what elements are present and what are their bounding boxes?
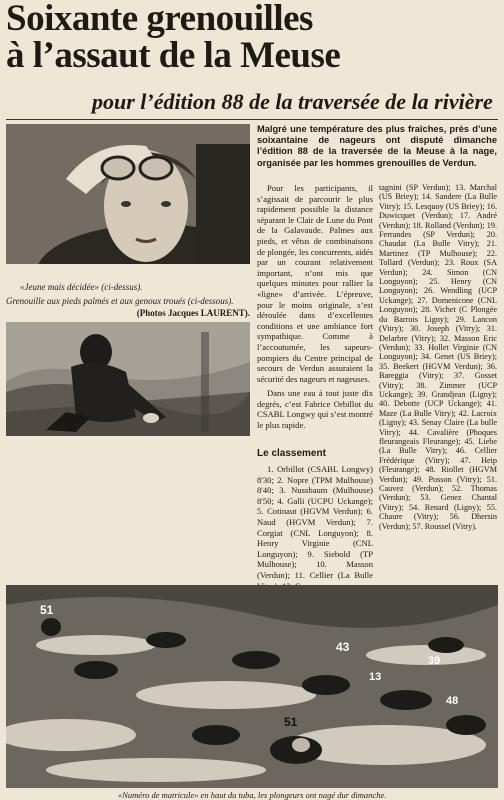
rankings-part-1 <box>257 464 373 591</box>
caption-girl: «Jeune mais décidée» (ci-dessus). <box>20 282 143 292</box>
caption-bottom: «Numéro de matricule» en haut du tuba, les plongeurs ont nagé dur dimanche. <box>118 790 387 800</box>
caption-frog: Grenouille aux pieds palmés et aux genoux troués (ci-dessous). <box>6 296 234 306</box>
bib-number-5: 48 <box>446 695 459 707</box>
swimmers-in-river-photo <box>6 585 498 788</box>
bib-number-2: 43 <box>336 640 350 654</box>
kneeling-diver-photo <box>6 322 250 436</box>
rankings-text-1: 1. Orbillot (CSABL Longwy) 8'30; 2. Nopre (TPM Mulhouse) 8'40; 3. Nussbaum (Mulhouse) 8'50; 4. Galli (UCPU Uckange); 5. Cotinaut (HGVM Verdun); 6. Naud (HGVM Verdun); 7. Corgiat (CNL Longuyon); 8. Henry Virginie (CNL Longuyon); 9. Siebold (TP Mulhouse); 10. Masson (Verdun); 11. Cellier (La Bulle <box>257 464 373 580</box>
bib-number-1: 51 <box>40 603 54 617</box>
portrait-goggles-photo <box>6 124 250 264</box>
article-body <box>257 183 373 431</box>
body-paragraph-1: Pour les participants, il s’agissait de parcourir le plus rapidement possible la distance séparant le Clair de Lune du Pont de la Galavaude. Palmes aux pieds, et vêtus de combinaisons de plongée, les concurrents, aidés par un courant relativement important, n’ont mis que quelques minutes pour rallier la «ligne» d’arrivée. L’épreuve, pour le moins originale, s’est déroulée dans d’excellentes conditions et une ambiance fort sympathique. Comme à l’accoutumée, les sapeurs-pompiers du Centre principal de secours de Verdun assuraient la sécurité des nageurs et nageuses. <box>257 183 373 384</box>
rankings-title: Le classement <box>257 448 326 459</box>
rankings-part-2 <box>379 183 497 531</box>
divider <box>6 119 498 120</box>
headline-line-2: à l’assaut de la Meuse <box>6 35 341 76</box>
bib-number-6: 51 <box>284 715 298 729</box>
subtitle: pour l’édition 88 de la traversée de la rivière <box>92 89 493 114</box>
headline <box>6 0 498 74</box>
body-paragraph-2: Dans une eau à tout juste dix degrés, c’est Fabrice Orbillot du CSABL Longwy qui s’est montré le plus rapide. <box>257 388 373 431</box>
photo-credit: (Photos Jacques LAURENT). <box>136 308 250 318</box>
bib-number-4: 39 <box>428 655 441 667</box>
article-lead: Malgré une température des plus fraîches, près d’une soixantaine de nageurs ont disputé dimanche l’édition 88 de la traversée de la Meuse à la nage, organisée par les hommes grenouilles de Verdun. <box>257 124 497 168</box>
bib-number-3: 13 <box>369 671 382 683</box>
headline-line-1: Soixante grenouilles <box>6 0 313 39</box>
rankings-text-2: tagnini (SP Verdun); 13. Marchal (US Briey); 14. Sandere (La Bulle Vitry); 15. Lesquoy (US Briey); 16. Duwicquet (Verdun); 17. André (Verdun); 18. Rolland (Verdun); 19. Ferrandes (SP Verdun); 20. Chaudat (La Bulle Vitry); 21. Martinez (TP Mulhouse); 22. Tollard (Verdun); 23. Roux (SA Verdun); 24. Simon (CN Longuyon); 25. Henry (CN Longuyon); 26. Wendling (UCP Uckange); 27. Domenicone (CNL Longuyon); 28. Vichet (C Plongée du Barrois Ligny); 29. Lancon (Vitry); 30. Joseph (Vitry); 31. Delarbre (Vitry); 32. Masson Eric (Verdun); 33. Hollet Virginie (CN Longuyon); 34. Genet (US Briey); 35. Beekert (HGVM Verdun); 36. Bareggia (Vitry); 37. Gosset (Vitry); 38. Zimmer (UCP Uckange); 39. Grandjean (Ligny); 40. Debotte (UCP Uckange); 41. Maze (La Bulle Vitry); 42. Lacroix (Ligny); 43. Senay Claire (La bulle Vitry); 44. Cavalière (Phoques fleurangeais Fleurange); 45. Liebe (La Bulle Vitry); 46. Cellier Frédérique (Vitry); 47. Heip (Fleurange); 48. Riollet (HGVM Verdun); 49. Posson (Vitry); 51. Cauvez (Verdun); 52. Thomas (Verdun); 53. Genez Chantal (Vitry); 54. Renard (Ligny); 55. Chaure (Vitry); 56. Dhersin (Verdun); 57. Roussel (Vitry). <box>379 183 497 531</box>
